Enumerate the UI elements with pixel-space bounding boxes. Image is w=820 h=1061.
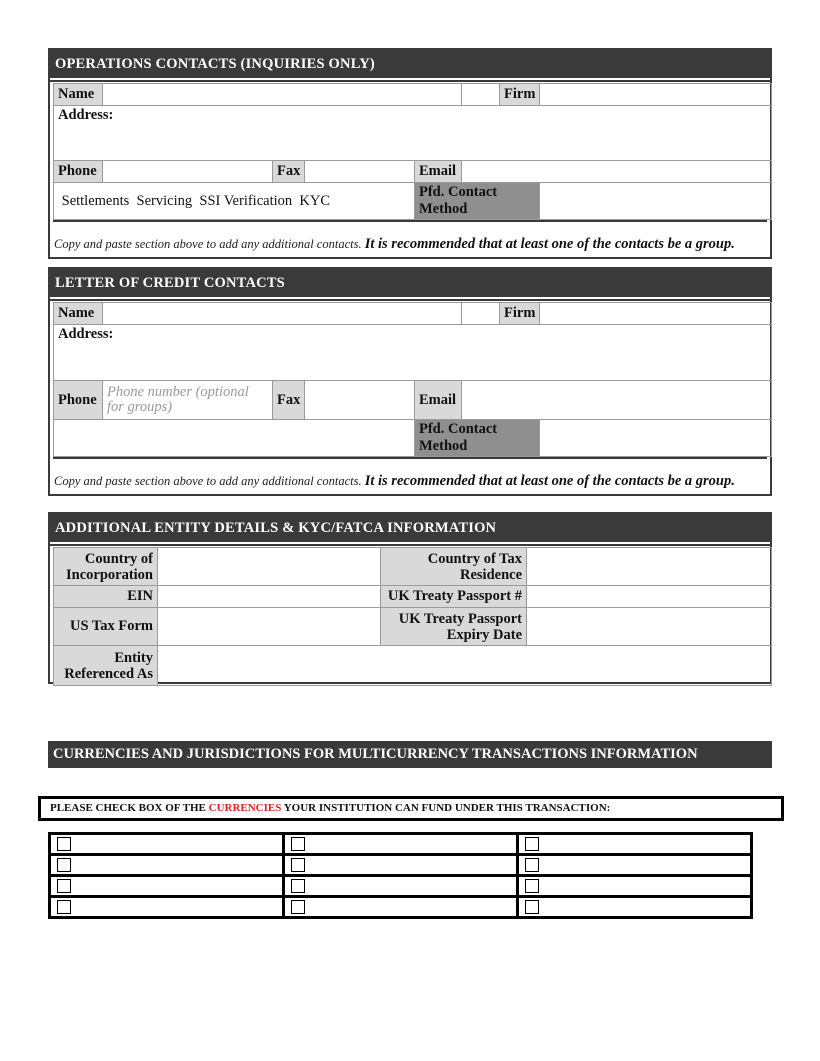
loc-name-label: Name [54, 303, 103, 325]
loc-email-label: Email [415, 381, 462, 420]
currency-checkbox-grid [48, 832, 753, 919]
checkbox-icon[interactable] [57, 900, 71, 914]
currency-cell [284, 876, 518, 897]
firm-label: Firm [500, 84, 540, 106]
ein-field[interactable] [158, 586, 381, 608]
checkbox-icon[interactable] [525, 879, 539, 893]
email-field[interactable] [462, 161, 772, 183]
currency-cell [518, 876, 752, 897]
country-tax-residence-field[interactable] [527, 548, 772, 586]
loc-phone-field[interactable]: Phone number (optional for groups) [103, 381, 273, 420]
loc-phone-label: Phone [54, 381, 103, 420]
currencies-highlight: CURRENCIES [208, 802, 282, 814]
entity-details-section [48, 512, 772, 684]
phone-label: Phone [54, 161, 103, 183]
loc-address-label: Address: [58, 326, 114, 342]
pfd-contact-method-label: Pfd. Contact Method [415, 183, 540, 220]
country-tax-residence-label: Country of Tax Residence [381, 548, 527, 586]
phone-field[interactable] [103, 161, 273, 183]
currency-cell [518, 855, 752, 876]
uk-treaty-passport-label: UK Treaty Passport # [381, 586, 527, 608]
currency-row [50, 834, 752, 855]
service-options [54, 183, 415, 220]
uk-treaty-expiry-label: UK Treaty Passport Expiry Date [381, 608, 527, 646]
loc-fax-field[interactable] [305, 381, 415, 420]
letter-of-credit-section [48, 267, 772, 496]
operations-contacts-table [53, 83, 772, 220]
email-label: Email [415, 161, 462, 183]
loc-name-field[interactable] [103, 303, 462, 325]
currency-cell [50, 834, 284, 855]
entity-referenced-as-label: Entity Referenced As [54, 646, 158, 686]
checkbox-icon[interactable] [291, 900, 305, 914]
service-kyc[interactable]: KYC [299, 192, 331, 209]
checkbox-icon[interactable] [57, 837, 71, 851]
entity-details-title: ADDITIONAL ENTITY DETAILS & KYC/FATCA INFORMATION [50, 514, 770, 542]
address-field[interactable] [54, 106, 772, 161]
currency-row [50, 876, 752, 897]
currency-cell [284, 897, 518, 918]
ein-label: EIN [54, 586, 158, 608]
uk-treaty-expiry-field[interactable] [527, 608, 772, 646]
us-tax-form-label: US Tax Form [54, 608, 158, 646]
letter-of-credit-table [53, 302, 772, 457]
pfd-contact-method-field[interactable] [540, 183, 772, 220]
checkbox-icon[interactable] [57, 858, 71, 872]
currency-cell [50, 876, 284, 897]
loc-pfd-contact-method-label: Pfd. Contact Method [415, 420, 540, 457]
name-field-ext[interactable] [462, 84, 500, 106]
service-ssi-verification[interactable]: SSI Verification [199, 192, 293, 209]
operations-contacts-title: OPERATIONS CONTACTS (INQUIRIES ONLY) [50, 50, 770, 78]
checkbox-icon[interactable] [291, 837, 305, 851]
name-field[interactable] [103, 84, 462, 106]
operations-note: Copy and paste section above to add any additional contacts. It is recommended that at least one of the contacts be a group. [54, 236, 735, 252]
country-incorporation-field[interactable] [158, 548, 381, 586]
checkbox-icon[interactable] [525, 837, 539, 851]
currency-cell [284, 834, 518, 855]
entity-details-table [53, 547, 772, 686]
loc-note: Copy and paste section above to add any additional contacts. It is recommended that at least one of the contacts be a group. [54, 473, 735, 489]
address-label: Address: [58, 107, 114, 123]
checkbox-icon[interactable] [291, 879, 305, 893]
currency-cell [518, 897, 752, 918]
name-label: Name [54, 84, 103, 106]
fax-label: Fax [273, 161, 305, 183]
currencies-instruction: PLEASE CHECK BOX OF THE CURRENCIES YOUR INSTITUTION CAN FUND UNDER THIS TRANSACTION: [38, 796, 784, 821]
currency-row [50, 855, 752, 876]
firm-field[interactable] [540, 84, 772, 106]
loc-service-options[interactable] [54, 420, 415, 457]
entity-referenced-as-field[interactable] [158, 646, 772, 686]
loc-firm-label: Firm [500, 303, 540, 325]
letter-of-credit-title: LETTER OF CREDIT CONTACTS [50, 269, 770, 297]
currency-cell [284, 855, 518, 876]
service-settlements[interactable]: Settlements [61, 192, 130, 209]
checkbox-icon[interactable] [291, 858, 305, 872]
loc-name-field-ext[interactable] [462, 303, 500, 325]
fax-field[interactable] [305, 161, 415, 183]
currency-cell [518, 834, 752, 855]
currency-row [50, 897, 752, 918]
checkbox-icon[interactable] [57, 879, 71, 893]
currency-cell [50, 897, 284, 918]
currency-cell [50, 855, 284, 876]
uk-treaty-passport-field[interactable] [527, 586, 772, 608]
service-servicing[interactable]: Servicing [136, 192, 193, 209]
loc-address-field[interactable] [54, 325, 772, 381]
loc-email-field[interactable] [462, 381, 772, 420]
operations-contacts-section [48, 48, 772, 259]
us-tax-form-field[interactable] [158, 608, 381, 646]
checkbox-icon[interactable] [525, 858, 539, 872]
loc-fax-label: Fax [273, 381, 305, 420]
currencies-title: CURRENCIES AND JURISDICTIONS FOR MULTICURRENCY TRANSACTIONS INFORMATION [48, 741, 772, 768]
country-incorporation-label: Country of Incorporation [54, 548, 158, 586]
checkbox-icon[interactable] [525, 900, 539, 914]
loc-pfd-contact-method-field[interactable] [540, 420, 772, 457]
loc-firm-field[interactable] [540, 303, 772, 325]
